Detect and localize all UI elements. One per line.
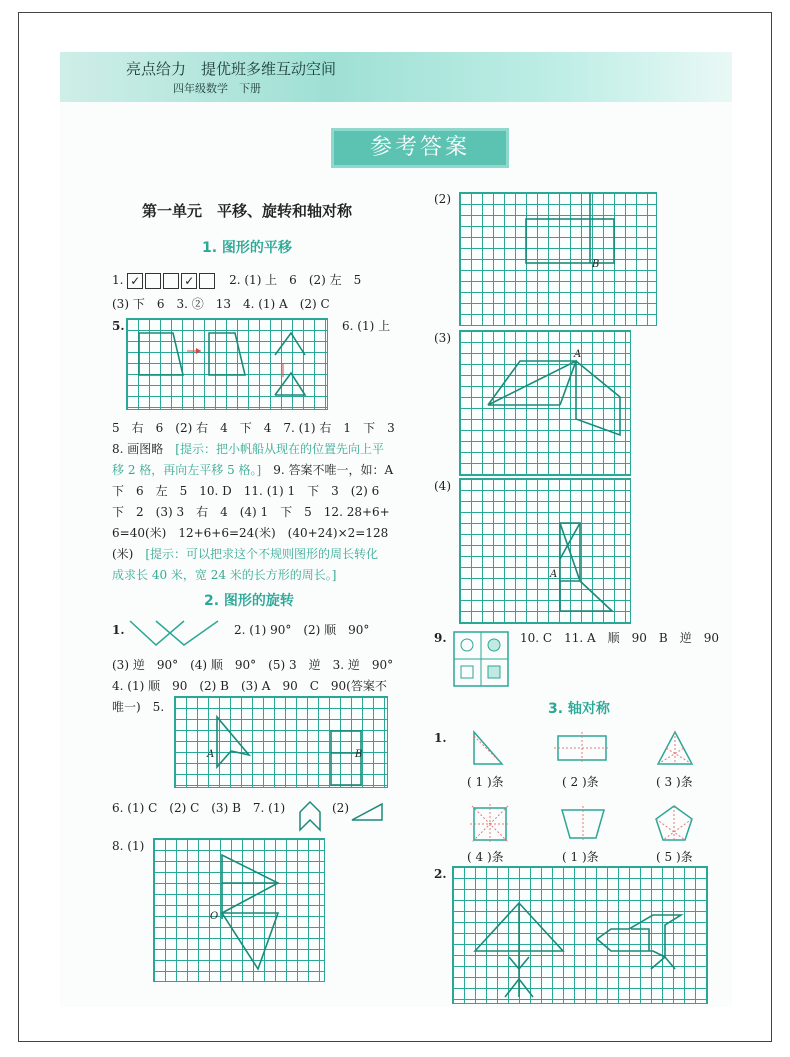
- grid-3-shape: [460, 331, 632, 477]
- right-g2-label: (2): [434, 192, 451, 206]
- q8-hint-2: 移 2 格，再向左平移 5 格。]: [112, 463, 262, 477]
- s1-line9: 6=40(米) 12+6+6=24(米) (40+24)×2=128: [112, 526, 389, 540]
- q9-number: 9.: [434, 631, 447, 645]
- sym-equilateral-triangle: [654, 728, 696, 768]
- series-title: 亮点给力 提优班多维互动空间: [126, 60, 337, 78]
- grid-3: [459, 330, 631, 476]
- sym-square: [470, 804, 510, 844]
- sym-count-4: ( 4 )条: [467, 850, 504, 864]
- section-rotation: 2. 图形的旋转: [204, 593, 294, 609]
- q5-number: 5.: [112, 319, 125, 333]
- q9-answer: 9. 答案不唯一，如：A: [261, 463, 394, 477]
- grid-4-shape: [460, 479, 632, 625]
- q1-line: [112, 272, 361, 289]
- checkbox-5: [199, 273, 215, 289]
- matching-lines: [124, 615, 224, 655]
- sym-trapezoid: [558, 806, 608, 842]
- symmetry-grid: [452, 866, 708, 1004]
- section-symmetry: 3. 轴对称: [548, 701, 610, 717]
- grid-4-label-a: A: [550, 569, 558, 580]
- s1-line2: (3) 下 6 3. ② 13 4. (1) A (2) C: [112, 297, 330, 311]
- rot-q1-number: 1.: [112, 623, 125, 637]
- s1-line10: [112, 546, 378, 562]
- grid-3-label-a: A: [574, 349, 582, 360]
- right-g4-label: (4): [434, 479, 451, 493]
- sym-count-1: ( 1 )条: [467, 775, 504, 789]
- checkbox-1: ✓: [127, 273, 143, 289]
- q7-arrow-shape: [296, 800, 324, 834]
- answer-title: 参考答案: [331, 128, 509, 168]
- s1-line7: 下 6 左 5 10. D 11. (1) 1 下 3 (2) 6: [112, 484, 380, 498]
- rot-q8: 8. (1): [112, 839, 145, 853]
- rotation-grid-2: [153, 838, 325, 982]
- s1-line11: [112, 567, 336, 583]
- q9-figure: [452, 630, 512, 688]
- s1-line5: [112, 441, 384, 457]
- grid-4: [459, 478, 631, 624]
- sym-count-6: ( 5 )条: [656, 850, 693, 864]
- s1-line8: 下 2 (3) 3 右 4 (4) 1 下 5 12. 28+6+: [112, 505, 390, 519]
- q12-unit: (米): [112, 547, 146, 561]
- q7-triangle-shape: [350, 800, 386, 824]
- sym-count-5: ( 1 )条: [562, 850, 599, 864]
- sym-q1-number: 1.: [434, 731, 447, 745]
- checkbox-2: [145, 273, 161, 289]
- grid-2-label-b: B: [592, 259, 600, 270]
- q10-answer: 10. C 11. A 顺 90 B 逆 90: [520, 631, 720, 645]
- q12-hint-2: 成求长 40 米，宽 24 米的长方形的周长。]: [112, 568, 337, 582]
- sym-count-2: ( 2 )条: [562, 775, 599, 789]
- translation-grid: [126, 318, 328, 410]
- translation-shapes: [127, 319, 329, 411]
- sym-count-3: ( 3 )条: [656, 775, 693, 789]
- q1-number: 1.: [112, 273, 124, 287]
- rot-line3: 4. (1) 顺 90 (2) B (3) A 90 C 90(答案不: [112, 679, 387, 693]
- rot-label-o: O: [210, 911, 219, 922]
- q12-hint-1: [提示：可以把求这个不规则图形的周长转化: [145, 547, 379, 561]
- sym-q2-number: 2.: [434, 867, 447, 881]
- q6-answer: 6. (1) 上: [342, 319, 391, 333]
- rot-q2: 2. (1) 90° (2) 顺 90°: [234, 623, 370, 637]
- sym-pentagon: [652, 802, 696, 844]
- rot-line2: (3) 逆 90° (4) 顺 90° (5) 3 逆 3. 逆 90°: [112, 658, 394, 672]
- q8-hint-1: [提示：把小帆船从现在的位置先向上平: [175, 442, 384, 456]
- rotation-shapes: [175, 697, 389, 789]
- checkbox-4: ✓: [181, 273, 197, 289]
- q8-answer: 8. 画图略: [112, 442, 176, 456]
- symmetry-shapes: [453, 867, 709, 1005]
- rotation-grid: [174, 696, 388, 788]
- sym-rectangle: [554, 732, 610, 764]
- section-translation: 1. 图形的平移: [202, 240, 292, 256]
- rot-line4: 唯一) 5.: [112, 700, 165, 714]
- grid-2: [459, 192, 657, 326]
- header-banner: [60, 52, 732, 102]
- rotation-shapes-2: [154, 839, 326, 983]
- rot-label-b: B: [355, 749, 363, 760]
- s1-line6: [112, 462, 393, 478]
- checkbox-3: [163, 273, 179, 289]
- rot-q7b: (2): [332, 801, 349, 815]
- rot-q6: 6. (1) C (2) C (3) B 7. (1): [112, 801, 286, 815]
- rot-label-a: A: [207, 749, 215, 760]
- right-g3-label: (3): [434, 331, 451, 345]
- grid-2-shape: [460, 193, 658, 327]
- sym-triangle-right: [470, 728, 506, 768]
- s1-line4: 5 右 6 (2) 右 4 下 4 7. (1) 右 1 下 3: [112, 421, 395, 435]
- q2-answer: 2. (1) 上 6 (2) 左 5: [229, 273, 362, 287]
- subject-title: 四年级数学 下册: [173, 82, 261, 95]
- unit-title: 第一单元 平移、旋转和轴对称: [142, 202, 353, 220]
